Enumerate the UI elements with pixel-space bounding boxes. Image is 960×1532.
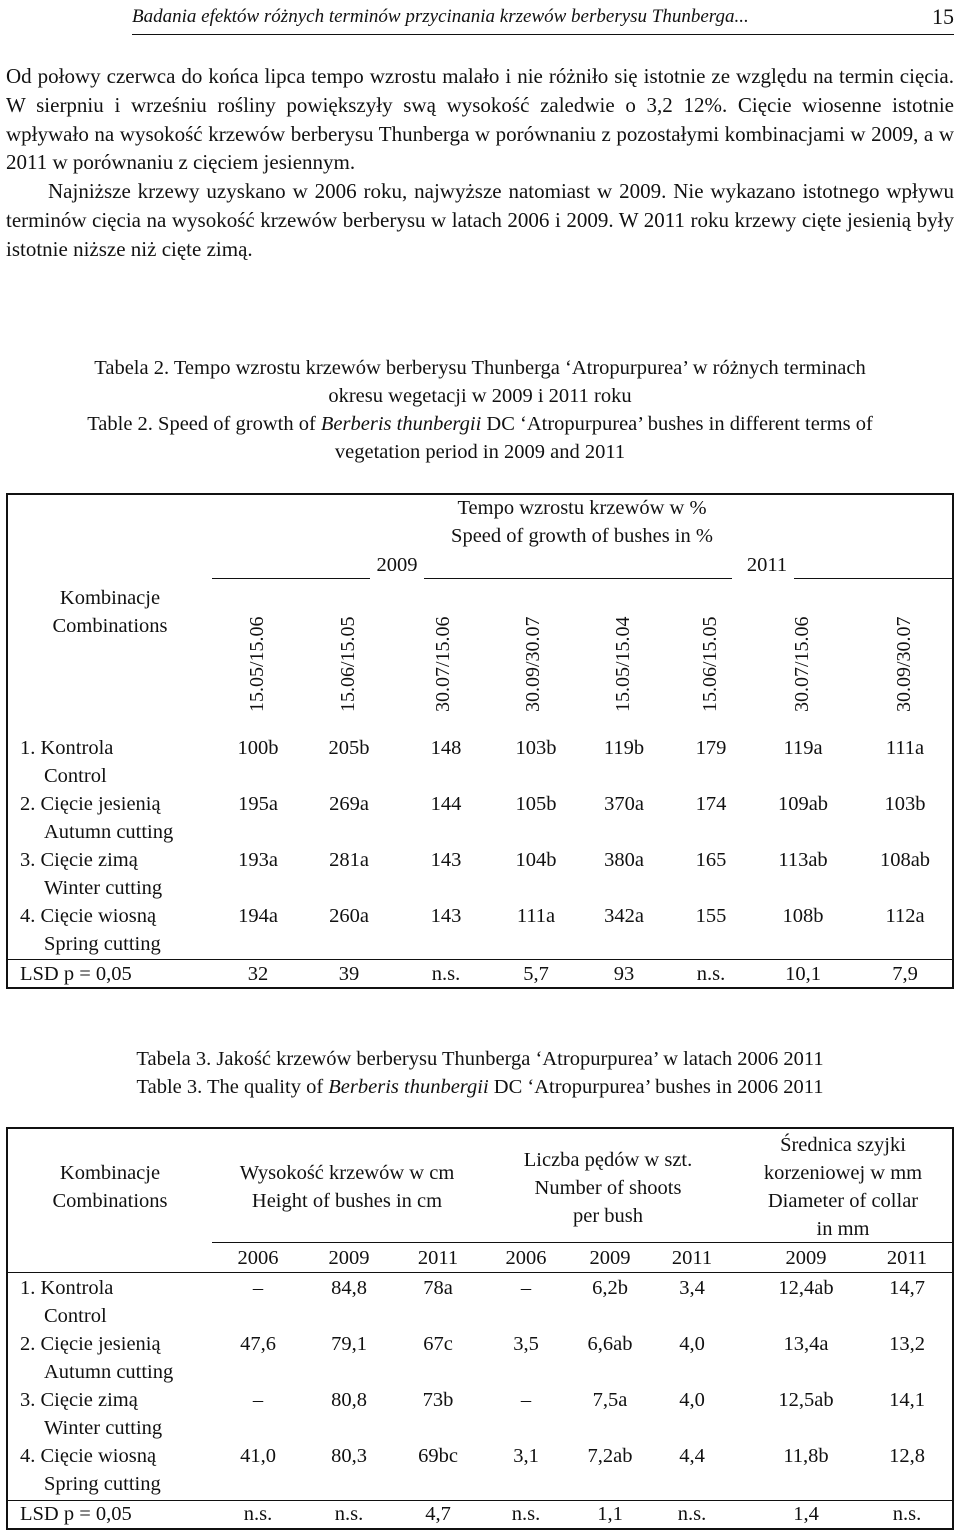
table3-cell: 4,0 xyxy=(679,1333,705,1355)
table3-row-label: 1. Kontrola xyxy=(20,1277,114,1299)
table3-cell: 6,6ab xyxy=(587,1333,633,1355)
table2-year-2009: 2009 xyxy=(376,554,418,576)
table2-period-header: 30.09/30.07 xyxy=(893,616,915,712)
table3-row-label-en: Spring cutting xyxy=(44,1473,161,1495)
table2-cell: 108b xyxy=(782,905,824,927)
table3-cell: 13,2 xyxy=(889,1333,925,1355)
table3-cell: 11,8b xyxy=(783,1445,829,1467)
table3-cell: – xyxy=(520,1389,532,1411)
table3-row-label: 2. Cięcie jesienią xyxy=(20,1333,161,1355)
table2-lsd-cell: 7,9 xyxy=(892,963,918,985)
table2-right-border xyxy=(952,493,954,987)
table2-cell: 104b xyxy=(515,849,557,871)
table3-top-border xyxy=(6,1127,954,1129)
table2-cell: 155 xyxy=(695,905,727,927)
table2-head-pl: Tempo wzrostu krzewów w % xyxy=(457,497,707,519)
table3-header-rule xyxy=(6,1272,954,1273)
table3-caption-pl: Tabela 3. Jakość krzewów berberysu Thunberga ‘Atropurpurea’ w latach 2006 2011 xyxy=(136,1048,824,1070)
table3-row-label: 3. Cięcie zimą xyxy=(20,1389,138,1411)
table3-cell: 6,2b xyxy=(592,1277,628,1299)
table3-height-en: Height of bushes in cm xyxy=(251,1190,443,1212)
table3-caption-en-a: Table 3. The quality of xyxy=(136,1076,329,1098)
table2-caption-pl-2: okresu wegetacji w 2009 i 2011 roku xyxy=(328,385,632,407)
table2-cell: 108ab xyxy=(879,849,931,871)
table2-cell: 112a xyxy=(885,905,925,927)
table3-lsd-label: LSD p = 0,05 xyxy=(20,1503,132,1525)
table2-cell: 194a xyxy=(238,905,278,927)
table2-cell: 100b xyxy=(237,737,279,759)
table2-caption-en-1b: Berberis thunbergii xyxy=(320,413,482,435)
table3-diameter-en-1: Diameter of collar xyxy=(767,1190,919,1212)
table2-caption xyxy=(0,354,960,466)
table2-cell: 260a xyxy=(329,905,369,927)
table3-lsd-cell: n.s. xyxy=(892,1503,922,1525)
table2-caption-pl-1: Tabela 2. Tempo wzrostu krzewów berberysu Thunberga ‘Atropurpurea’ w różnych terminach xyxy=(94,357,866,379)
table3-year-header: 2011 xyxy=(886,1247,928,1269)
table3-cell: 3,1 xyxy=(513,1445,539,1467)
table2-lsd-label: LSD p = 0,05 xyxy=(20,963,132,985)
table2-lsd-cell: 32 xyxy=(247,963,269,985)
table2-cell: 195a xyxy=(238,793,278,815)
table3-caption-en-b: Berberis thunbergii xyxy=(328,1076,489,1098)
table2-year-rule xyxy=(424,578,581,579)
table3-diameter-pl-1: Średnica szyjki xyxy=(780,1134,906,1156)
table3-right-border xyxy=(952,1127,954,1530)
table2-cell: 179 xyxy=(695,737,727,759)
table2-comb-pl: Kombinacje xyxy=(59,587,161,609)
table2-cell: 205b xyxy=(328,737,370,759)
table2-lsd-cell: 93 xyxy=(613,963,635,985)
table3-lsd-cell: 1,1 xyxy=(597,1503,623,1525)
table2-lsd-cell: n.s. xyxy=(696,963,726,985)
table2-row-label-en: Autumn cutting xyxy=(44,821,174,843)
table3-cell: 7,5a xyxy=(592,1389,628,1411)
table3-cell: 67c xyxy=(423,1333,453,1355)
table3-cell: – xyxy=(520,1277,532,1299)
header-title: Badania efektów różnych terminów przycinania krzewów berberysu Thunberga... xyxy=(132,6,749,27)
table2-year-2011: 2011 xyxy=(746,554,788,576)
table3-cell: 47,6 xyxy=(240,1333,276,1355)
running-header xyxy=(132,6,954,30)
table3-cell: 4,0 xyxy=(679,1389,705,1411)
table2-lsd-cell: 10,1 xyxy=(785,963,821,985)
table3-cell: 41,0 xyxy=(240,1445,276,1467)
table3-caption-en-c: DC ‘Atropurpurea’ bushes in 2006 2011 xyxy=(488,1076,824,1098)
table2-cell: 165 xyxy=(695,849,727,871)
table2-cell: 105b xyxy=(515,793,557,815)
table3-left-border xyxy=(6,1127,8,1530)
table3-comb-pl: Kombinacje xyxy=(59,1162,161,1184)
table3-cell: 7,2ab xyxy=(587,1445,633,1467)
table2-cell: 103b xyxy=(515,737,557,759)
table3-cell: 84,8 xyxy=(331,1277,367,1299)
table2-cell: 143 xyxy=(430,849,462,871)
table2-cell: 111a xyxy=(885,737,925,759)
table2-period-header: 15.06/15.05 xyxy=(337,616,359,712)
table2-cell: 111a xyxy=(516,905,556,927)
table2-cell: 113ab xyxy=(778,849,828,871)
table3-row-label-en: Control xyxy=(44,1305,107,1327)
table3-year-header: 2011 xyxy=(671,1247,713,1269)
table3-cell: 14,1 xyxy=(889,1389,925,1411)
table2-period-header: 15.05/15.06 xyxy=(246,616,268,712)
table3-shoots-en-1: Number of shoots xyxy=(534,1177,682,1199)
table3-lsd-cell: n.s. xyxy=(334,1503,364,1525)
table2-period-header: 30.07/15.06 xyxy=(432,616,454,712)
table2-cell: 370a xyxy=(604,793,644,815)
table3-cell: 12,8 xyxy=(889,1445,925,1467)
page-number: 15 xyxy=(932,4,954,29)
paragraph-1: Od połowy czerwca do końca lipca tempo wzrostu malało i nie różniło się istotnie ze względu na termin cięcia. W sierpniu i wrześniu rośliny powiększyły swą wysokość zaledwie o 3,2 12%. Cięcie wiosenne istotnie wpływało na wysokość krzewów berberysu Thunberga w porównaniu z pozostałymi kombinacjami w 2009, a w 2011 w porównaniu z cięciem jesiennym. xyxy=(6,64,954,175)
table2-cell: 119a xyxy=(783,737,823,759)
table2-cell: 109ab xyxy=(777,793,829,815)
table2-year-rule xyxy=(581,578,732,579)
table3-cell: 14,7 xyxy=(889,1277,925,1299)
table3-diameter-pl-2: korzeniowej w mm xyxy=(763,1162,923,1184)
table2-row-label: 4. Cięcie wiosną xyxy=(20,905,157,927)
table3-lsd-cell: n.s. xyxy=(511,1503,541,1525)
table3-lsd-cell: n.s. xyxy=(677,1503,707,1525)
table2-caption-en-1c: DC ‘Atropurpurea’ bushes in different terms of xyxy=(481,413,873,435)
table3-cell: 12,4ab xyxy=(778,1277,834,1299)
table2-row-label-en: Winter cutting xyxy=(44,877,163,899)
table2-left-border xyxy=(6,493,8,987)
table3-cell: 79,1 xyxy=(331,1333,367,1355)
table2-cell: 119b xyxy=(603,737,645,759)
table3-year-header: 2006 xyxy=(237,1247,279,1269)
table2-row-label: 1. Kontrola xyxy=(20,737,114,759)
table2-cell: 193a xyxy=(238,849,278,871)
table2-period-header: 15.06/15.05 xyxy=(699,616,721,712)
table3-height-pl: Wysokość krzewów w cm xyxy=(239,1162,455,1184)
table2-lsd-cell: 5,7 xyxy=(523,963,549,985)
table3-year-header: 2006 xyxy=(505,1247,547,1269)
table2-cell: 380a xyxy=(604,849,644,871)
table3-diameter-en-2: in mm xyxy=(816,1218,870,1240)
table2-cell: 269a xyxy=(329,793,369,815)
table3-cell: 80,3 xyxy=(331,1445,367,1467)
table3-cell: 3,4 xyxy=(679,1277,705,1299)
table2-lsd-cell: n.s. xyxy=(431,963,461,985)
table3-lsd-cell: 4,7 xyxy=(425,1503,451,1525)
table3-cell: 69bc xyxy=(418,1445,458,1467)
table2-year-rule xyxy=(212,578,370,579)
table2-cell: 143 xyxy=(430,905,462,927)
table3-year-header: 2009 xyxy=(328,1247,370,1269)
table3-cell: – xyxy=(252,1389,264,1411)
table2-cell: 281a xyxy=(329,849,369,871)
table3-shoots-en-2: per bush xyxy=(572,1205,644,1227)
table2-cell: 144 xyxy=(430,793,462,815)
table2-cell: 342a xyxy=(604,905,644,927)
table3-comb-en: Combinations xyxy=(52,1190,168,1212)
table2-row-label: 3. Cięcie zimą xyxy=(20,849,138,871)
table3-row-label: 4. Cięcie wiosną xyxy=(20,1445,157,1467)
table3-row-label-en: Winter cutting xyxy=(44,1417,163,1439)
table2-head-en: Speed of growth of bushes in % xyxy=(451,525,713,547)
table2-period-header: 15.05/15.04 xyxy=(612,616,634,712)
body-text xyxy=(6,62,954,264)
table2-cell: 103b xyxy=(884,793,926,815)
table3-lsd-cell: 1,4 xyxy=(793,1503,819,1525)
table2-period-header: 30.07/15.06 xyxy=(791,616,813,712)
table2-comb-en: Combinations xyxy=(52,615,168,637)
table3-cell: – xyxy=(252,1277,264,1299)
table2-row-label-en: Spring cutting xyxy=(44,933,161,955)
table2-cell: 148 xyxy=(430,737,462,759)
table2-caption-en-2: vegetation period in 2009 and 2011 xyxy=(334,441,626,463)
table3-shoots-pl: Liczba pędów w szt. xyxy=(523,1149,693,1171)
table3-cell: 4,4 xyxy=(679,1445,705,1467)
table2-period-header: 30.09/30.07 xyxy=(522,616,544,712)
table2-cell: 174 xyxy=(695,793,727,815)
table3-caption xyxy=(0,1045,960,1101)
table2-row-label: 2. Cięcie jesienią xyxy=(20,793,161,815)
header-rule xyxy=(132,34,954,35)
table2-year-rule xyxy=(794,578,952,579)
table3-bottom-border xyxy=(6,1528,954,1530)
paragraph-2: Najniższe krzewy uzyskano w 2006 roku, najwyższe natomiast w 2009. Nie wykazano istotnego wpływu terminów cięcia na wysokość krzewów berberysu w latach 2006 i 2009. W 2011 roku krzewy cięte jesienią były istotnie niższe niż cięte zimą. xyxy=(6,179,954,261)
table2-caption-en-1a: Table 2. Speed of growth of xyxy=(87,413,321,435)
table3-cell: 12,5ab xyxy=(778,1389,834,1411)
table3-cell: 80,8 xyxy=(331,1389,367,1411)
table3-cell: 78a xyxy=(423,1277,453,1299)
table3-year-header: 2011 xyxy=(417,1247,459,1269)
table2-lsd-cell: 39 xyxy=(338,963,360,985)
table2-caption-en-1 xyxy=(0,410,960,438)
table2-row-label-en: Control xyxy=(44,765,107,787)
table3-cell: 73b xyxy=(422,1389,454,1411)
table3-year-header: 2009 xyxy=(589,1247,631,1269)
table3-year-header: 2009 xyxy=(785,1247,827,1269)
table3-caption-en xyxy=(0,1073,960,1101)
table3-cell: 13,4a xyxy=(783,1333,829,1355)
table3-cell: 3,5 xyxy=(513,1333,539,1355)
table3-lsd-cell: n.s. xyxy=(243,1503,273,1525)
table3-row-label-en: Autumn cutting xyxy=(44,1361,174,1383)
